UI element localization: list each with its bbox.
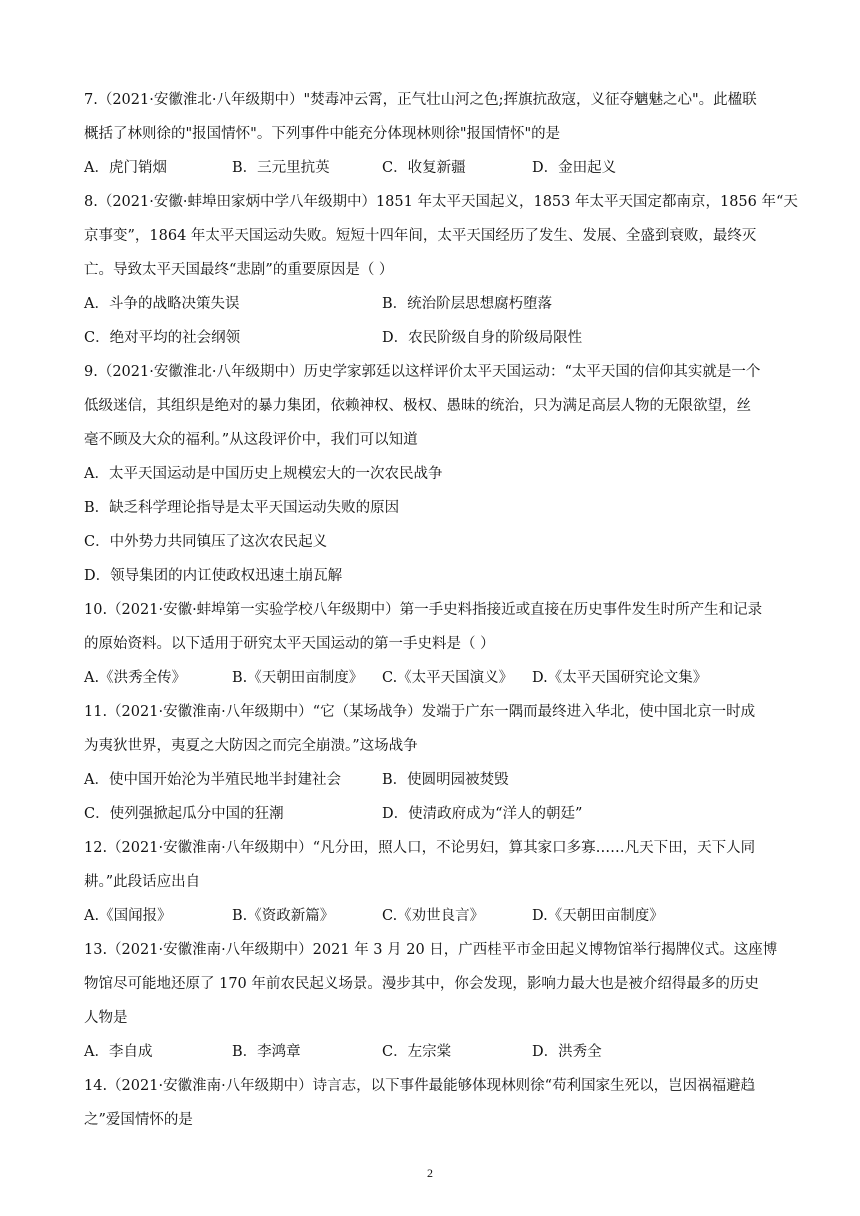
question-7-option-d: D．金田起义 bbox=[532, 160, 617, 176]
question-13-stem-line-2: 物馆尽可能地还原了 170 年前农民起义场景。漫步其中，你会发现，影响力最大也是被介绍得最多的历史 bbox=[84, 976, 759, 992]
question-11-stem-line-1: 11.（2021·安徽淮南·八年级期中）“它（某场战争）发端于广东一隅而最终进入华北，使中国北京一时成 bbox=[84, 704, 756, 720]
question-8-option-c: C．绝对平均的社会纲领 bbox=[84, 330, 241, 346]
question-8-option-b: B．统治阶层思想腐朽堕落 bbox=[382, 296, 553, 312]
question-12-option-a: A.《国闻报》 bbox=[84, 908, 172, 924]
question-11-option-a: A．使中国开始沦为半殖民地半封建社会 bbox=[84, 772, 341, 788]
question-8-option-a: A．斗争的战略决策失误 bbox=[84, 296, 240, 312]
question-13-stem-line-1: 13.（2021·安徽淮南·八年级期中）2021 年 3 月 20 日，广西桂平市金田起义博物馆举行揭牌仪式。这座博 bbox=[84, 942, 778, 958]
question-11-option-b: B．使圆明园被焚毁 bbox=[382, 772, 509, 788]
question-13-option-c: C．左宗棠 bbox=[382, 1044, 452, 1060]
question-10-option-b: B.《天朝田亩制度》 bbox=[232, 670, 364, 686]
question-8-stem-line-3: 亡。导致太平天国最终“悲剧”的重要原因是（ ） bbox=[84, 262, 394, 278]
question-13-option-a: A．李自成 bbox=[84, 1044, 153, 1060]
question-10-stem-line-1: 10.（2021·安徽·蚌埠第一实验学校八年级期中）第一手史料指接近或直接在历史事件发生时所产生和记录 bbox=[84, 602, 763, 618]
question-9-option-a: A．太平天国运动是中国历史上规模宏大的一次农民战争 bbox=[84, 466, 443, 482]
question-9-option-b: B．缺乏科学理论指导是太平天国运动失败的原因 bbox=[84, 500, 400, 516]
question-10-option-d: D.《太平天国研究论文集》 bbox=[532, 670, 708, 686]
question-10-option-c: C.《太平天国演义》 bbox=[382, 670, 514, 686]
question-9-stem-line-3: 毫不顾及大众的福利。”从这段评价中，我们可以知道 bbox=[84, 432, 418, 448]
question-13-stem-line-3: 人物是 bbox=[84, 1010, 128, 1026]
question-8-option-d: D．农民阶级自身的阶级局限性 bbox=[382, 330, 583, 346]
question-9-stem-line-1: 9.（2021·安徽淮北·八年级期中）历史学家郭廷以这样评价太平天国运动：“太平天国的信仰其实就是一个 bbox=[84, 364, 761, 380]
question-12-option-c: C.《劝世良言》 bbox=[382, 908, 485, 924]
question-11-option-d: D．使清政府成为“洋人的朝廷” bbox=[382, 806, 583, 822]
question-7-stem-line-1: 7.（2021·安徽淮北·八年级期中）"焚毒冲云霄，正气壮山河之色;挥旗抗敌寇，义征夺魑魅之心"。此楹联 bbox=[84, 92, 757, 108]
question-11-stem-line-2: 为夷狄世界，夷夏之大防因之而完全崩溃。”这场战争 bbox=[84, 738, 418, 754]
question-13-option-b: B．李鸿章 bbox=[232, 1044, 301, 1060]
question-12-stem-line-1: 12.（2021·安徽淮南·八年级期中）“凡分田，照人口，不论男妇，算其家口多寡……凡天下田，天下人同 bbox=[84, 840, 756, 856]
question-9-option-c: C．中外势力共同镇压了这次农民起义 bbox=[84, 534, 328, 550]
question-10-stem-line-2: 的原始资料。以下适用于研究太平天国运动的第一手史料是（ ） bbox=[84, 636, 495, 652]
question-7-stem-line-2: 概括了林则徐的"报国情怀"。下列事件中能充分体现林则徐"报国情怀"的是 bbox=[84, 126, 561, 142]
question-7-option-b: B．三元里抗英 bbox=[232, 160, 330, 176]
question-9-stem-line-2: 低级迷信，其组织是绝对的暴力集团，依赖神权、极权、愚昧的统治，只为满足高层人物的无限欲望，丝 bbox=[84, 398, 751, 414]
question-7-option-a: A．虎门销烟 bbox=[84, 160, 167, 176]
question-13-option-d: D．洪秀全 bbox=[532, 1044, 602, 1060]
question-8-stem-line-2: 京事变”，1864 年太平天国运动失败。短短十四年间，太平天国经历了发生、发展、全盛到衰败，最终灭 bbox=[84, 228, 757, 244]
question-11-option-c: C．使列强掀起瓜分中国的狂潮 bbox=[84, 806, 284, 822]
question-7-option-c: C．收复新疆 bbox=[382, 160, 466, 176]
question-14-stem-line-1: 14.（2021·安徽淮南·八年级期中）诗言志，以下事件最能够体现林则徐“苟利国家生死以，岂因祸福避趋 bbox=[84, 1078, 756, 1094]
question-12-option-d: D.《天朝田亩制度》 bbox=[532, 908, 664, 924]
question-8-stem-line-1: 8.（2021·安徽·蚌埠田家炳中学八年级期中）1851 年太平天国起义，1853 年太平天国定都南京，1856 年“天 bbox=[84, 194, 798, 210]
question-12-stem-line-2: 耕。”此段话应出自 bbox=[84, 874, 201, 890]
question-9-option-d: D．领导集团的内讧使政权迅速土崩瓦解 bbox=[84, 568, 343, 584]
page-number: 2 bbox=[427, 1166, 433, 1180]
question-14-stem-line-2: 之”爱国情怀的是 bbox=[84, 1112, 193, 1128]
question-10-option-a: A.《洪秀全传》 bbox=[84, 670, 187, 686]
question-12-option-b: B.《资政新篇》 bbox=[232, 908, 335, 924]
